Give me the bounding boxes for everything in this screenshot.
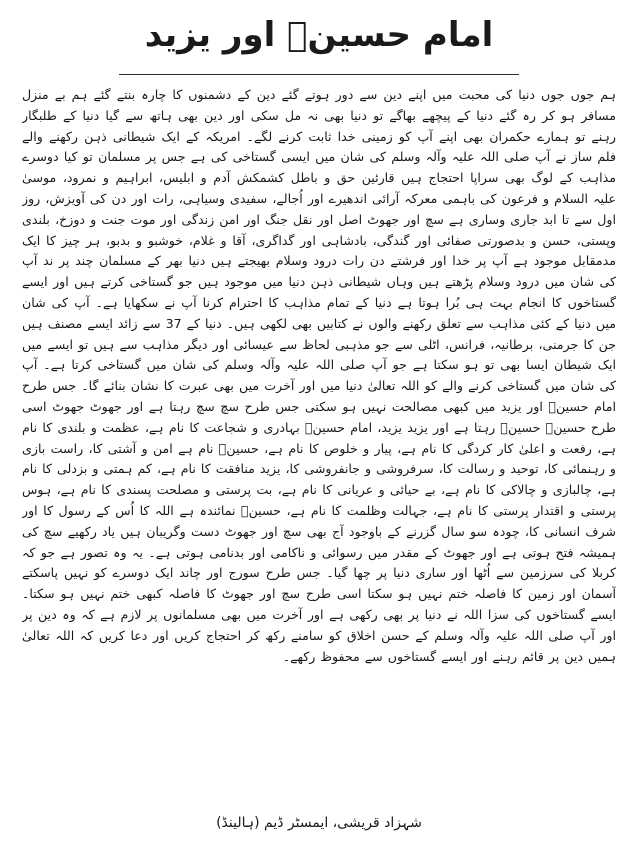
article-title: امام حسینؓ اور یزید — [144, 15, 494, 55]
article-body: ہم جوں جوں دنیا کی محبت میں اپنے دین سے دور ہوتے گئے دین کے دشمنوں کا چارہ بنتے گئے ہم بے منزل مسافر ہو کر رہ گئے دنیا کے پیچھے بھاگے تو دنیا بھی نہ مل سکی اور دین بھی ہاتھ سے گیا دنیا کے طلبگار رہنے تو ہمارے حکمران بھی اپنے آپ کو زمینی خدا ثابت کرنے لگے۔ امریکہ کے ایک شیطانی ذہن رکھنے والے فلم ساز نے آپ صلی اللہ علیہ وآلہ وسلم کی شان میں ایسی گستاخی کی ہے جس پر مسلمان تو کیا دوسرے مذاہب کے لوگ بھی سراپا احتجاج ہیں قارئین حق و باطل کشمکش آدم و ابلیس، ابراہیم و نمرود، موسیٰ علیہ السلام و فرعون کی باہمی معرکہ آرائی اندھیرے اور اُجالے، سفیدی وسیاہی، رات اور دن کی آویزش، روز اول سے تا ابد جاری وساری ہے سچ اور جھوٹ اصل اور نقل جنگ اور امن زندگی اور موت جنت و دوزخ، بلندی وپستی، حسن و بدصورتی صفائی اور گندگی، بادشاہی اور گداگری، آقا و غلام، خوشبو و بدبو، ہر چیز کا ایک مدمقابل موجود ہے آپ پر خدا اور فرشتے دن رات درود وسلام بھیجتے ہیں دنیا بھر کے مسلمان چند پر ند آپ کی شان میں درود وسلام پڑھتے ہیں وہاں شیطانی ذہن دنیا میں موجود ہیں جو گستاخی کرتے ہیں اور ایسے گستاخوں کا انجام بہت ہی بُرا ہوتا ہے دنیا کے تمام مذاہب کا احترام کرنا آپ نے سکھایا ہے۔ آپ کی شان میں دنیا کے کئی مذاہب سے تعلق رکھنے والوں نے کتابیں بھی لکھی ہیں۔ دنیا کے 37 سے زائد ایسے مصنف ہیں جن کا جرمنی، برطانیہ، فرانس، اٹلی سے جو مذہبی لحاظ سے عیسائی اور دیگر مذاہب سے ہیں تو ایسے میں ایک شیطان ایسا بھی تو ہو سکتا ہے جو آپ صلی اللہ علیہ وآلہ وسلم کی شان میں گستاخی کرتا ہے۔ آپ کی شان میں گستاخی کرنے والے کو اللہ تعالیٰ دنیا میں اور آخرت میں بھی عبرت کا نشان بنائے گا۔ جس طرح امام حسینؓ اور یزید میں کبھی مصالحت نہیں ہو سکتی جس طرح سچ سچ رہتا ہے اور جھوٹ جھوٹ اسی طرح حسینؓ حسینؓ رہتا ہے اور یزید یزید، امام حسینؓ بہادری و شجاعت کا نام ہے، عظمت و بلندی کا نام ہے، رفعت و اعلیٰ کار کردگی کا نام ہے، پیار و خلوص کا نام ہے، حسینؓ نام ہے امن و آشتی کا، راست بازی و رہنمائی کا، توحید و رسالت کا، سرفروشی و جانفروشی کا، یزید منافقت کا نام ہے، کم ہمتی و بزدلی کا نام ہے، چالبازی و چالاکی کا نام ہے، بے حیائی و عریانی کا نام ہے، بت پرستی و مصلحت پسندی کا نام ہے، ہوس پرستی و اقتدار پرستی کا نام ہے، جہالت وظلمت کا نام ہے، حسینؓ نمائندہ ہے اللہ کا اُس کے رسول کا اور شرف انسانی کا، چودہ سو سال گزرنے کے باوجود آج بھی سچ اور جھوٹ دست وگریبان ہیں یاد رکھیے سچ کی ہمیشہ فتح ہوتی ہے اور جھوٹ کے مقدر میں رسوائی و ناکامی اور بدنامی ہوتی ہے۔ یہ وہ تصور ہے جو کہ کربلا کی سرزمین سے اُٹھا اور ساری دنیا پر چھا گیا۔ جس طرح سورج اور چاند ایک دوسرے کو نہیں پاسکتے آسمان اور زمین کا فاصلہ ختم نہیں ہو سکتا اسی طرح سچ اور جھوٹ کا فاصلہ کبھی ختم نہیں ہو سکتا۔ ایسے گستاخوں کی سزا اللہ نے دنیا پر بھی رکھی ہے اور آخرت میں بھی مسلمانوں پر لازم ہے کہ وہ دین پر اور آپ صلی اللہ علیہ وآلہ وسلم کے حسن اخلاق کو سامنے رکھ کر احتجاج کریں اور دعا کریں کہ اللہ تعالیٰ ہمیں دین پر قائم رہنے اور ایسے گستاخوں سے محفوظ رکھے۔ — [22, 87, 616, 664]
author-signature: شہزاد قریشی، ایمسٹر ڈیم (ہالینڈ) — [216, 815, 422, 831]
title-divider — [119, 74, 519, 75]
